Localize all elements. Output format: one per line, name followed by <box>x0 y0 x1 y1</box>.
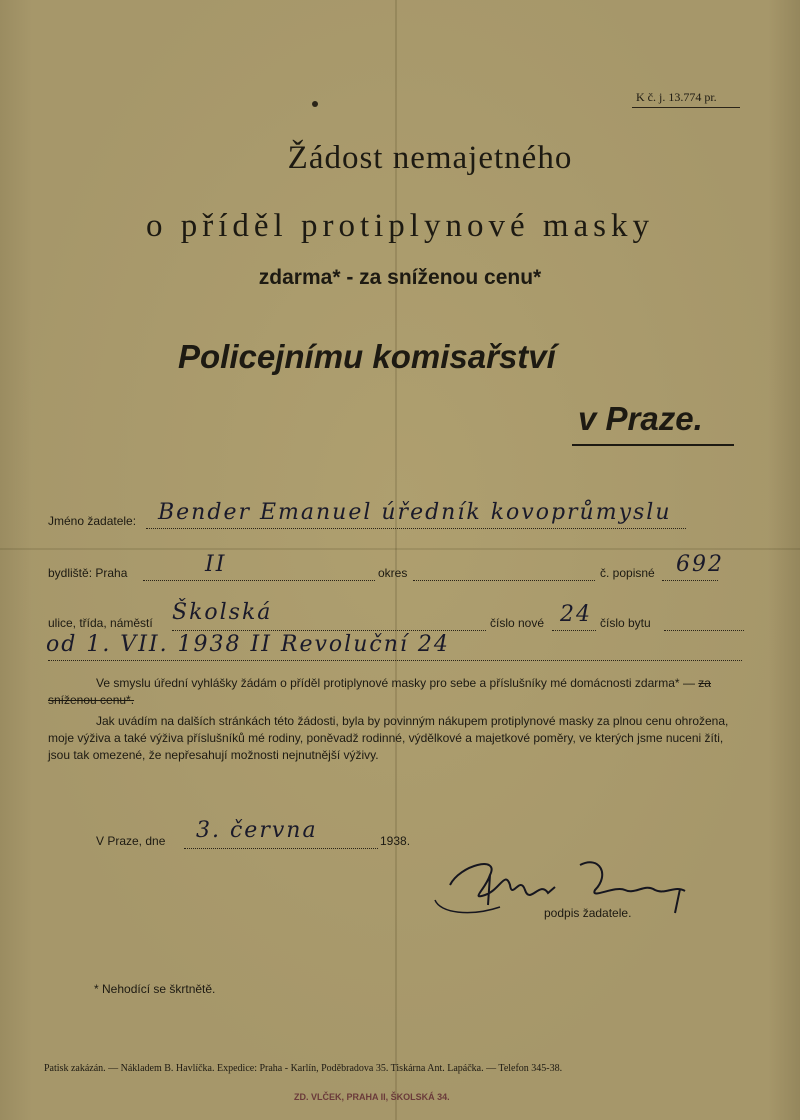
printer-stamp: ZD. VLČEK, PRAHA II, ŠKOLSKÁ 34. <box>294 1092 450 1102</box>
footnote: * Nehodící se škrtnětě. <box>94 982 216 996</box>
signature-label: podpis žadatele. <box>544 906 632 920</box>
house-number-dotted-line <box>662 580 718 581</box>
district-dotted-line <box>413 580 595 581</box>
new-number-value: 24 <box>560 602 592 627</box>
addressee-line-1: Policejnímu komisařství <box>178 338 556 375</box>
reference-underline <box>632 107 740 108</box>
street-dotted-line <box>172 630 486 631</box>
street-label: ulice, třída, náměstí <box>48 616 153 630</box>
apartment-dotted-line <box>664 630 744 631</box>
house-number-value: 692 <box>676 552 724 577</box>
date-value: 3. června <box>196 818 318 843</box>
new-address-note: od 1. VII. 1938 II Revoluční 24 <box>46 632 450 657</box>
title-line-1: Žádost nemajetného <box>287 140 573 176</box>
street-value: Školská <box>172 600 273 625</box>
date-prefix: V Praze, dne <box>96 834 166 848</box>
name-label: Jméno žadatele: <box>48 514 137 528</box>
request-option-struck: za sníženou cenu*. <box>48 676 711 707</box>
new-number-label: číslo nové <box>490 616 545 630</box>
request-paragraph <box>48 675 746 709</box>
ink-spot <box>312 101 318 107</box>
request-text: Ve smyslu úřední vyhlášky žádám o příděl protiplynové masky pro sebe a příslušníky mé domácnosti <box>96 676 632 690</box>
printer-imprint: Patisk zakázán. — Nákladem B. Havlíčka. Expedice: Praha - Karlín, Poděbradova 35. Tiskárna Ant. Lapáčka. — Telefon 345-38. <box>44 1063 563 1074</box>
name-dotted-line <box>146 528 686 529</box>
house-number-label: č. popisné <box>600 566 655 580</box>
date-year: 1938. <box>380 834 411 848</box>
fold-line-horizontal <box>0 548 800 550</box>
apartment-label: číslo bytu <box>600 616 651 630</box>
district-label: okres <box>378 566 408 580</box>
reference-number: K č. j. 13.774 pr. <box>636 90 717 104</box>
date-dotted-line <box>184 848 378 849</box>
extra-dotted-line <box>48 660 742 661</box>
new-number-dotted-line <box>552 630 596 631</box>
residence-dotted-line <box>143 580 375 581</box>
residence-label: bydliště: Praha <box>48 566 128 580</box>
title-line-2: o příděl protiplynové masky <box>145 208 655 244</box>
request-option-free: zdarma* — <box>634 676 695 690</box>
residence-value: II <box>205 552 227 577</box>
addressee-underline <box>572 444 734 446</box>
name-value: Bender Emanuel úředník kovoprůmyslu <box>158 500 672 525</box>
addressee-line-2: v Praze. <box>578 400 703 437</box>
justification-paragraph: Jak uvádím na dalších stránkách této žádosti, byla by povinným nákupem protiplynové masky za plnou cenu ohrožena, moje výživa a také výživa příslušníků mé rodiny, poněvadž rodinné, výdělkové a majetkové poměry, ve kterých jsme nuceni žíti, jsou tak omezené, že nepřesahují možnosti nejnutnější výživy. <box>48 714 729 762</box>
title-line-3: zdarma* - za sníženou cenu* <box>258 266 542 289</box>
